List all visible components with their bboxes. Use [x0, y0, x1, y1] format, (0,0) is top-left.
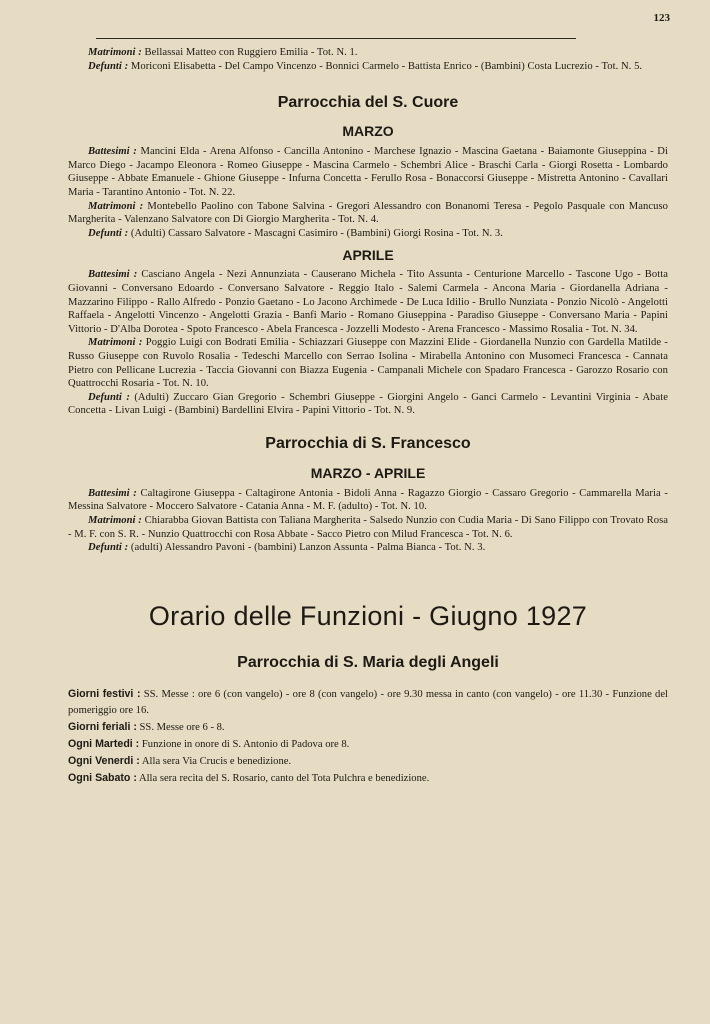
schedule-item	[68, 753, 668, 770]
schedule-text: Alla sera Via Crucis e benedizione.	[141, 755, 292, 767]
battesimi-text: Caltagirone Giuseppa - Caltagirone Antonia - Bidoli Anna - Ragazzo Giorgio - Cassaro Gregorio - Cammarella Maria - Messina Salvatore - Moccero Salvatore - Catania Anna - M. F. (adulto) - Tot. N. 10.	[68, 487, 668, 513]
intro-matrimoni	[68, 46, 668, 60]
defunti-text: (Adulti) Zuccaro Gian Gregorio - Schembri Giuseppe - Giorgini Angelo - Ganci Carmelo - Levantini Virginia - Abate Concetta - Livan Luigi - (Bambini) Bardellini Elvira - Papini Vittorio - Tot. N. 9.	[68, 391, 668, 417]
francesco-defunti	[68, 541, 668, 555]
matrimoni-text: Montebello Paolino con Tabone Salvina - Gregori Alessandro con Bonanomi Teresa - Pegolo Pasquale con Mancuso Margherita - Valenzano Salvatore con Di Giorgio Margherita - Tot. N. 4.	[68, 200, 668, 226]
intro-defunti	[68, 60, 668, 74]
schedule-text: Alla sera recita del S. Rosario, canto del Tota Pulchra e benedizione.	[138, 772, 430, 784]
matrimoni-label: Matrimoni :	[88, 47, 142, 58]
schedule-label: Ogni Sabato :	[68, 771, 137, 784]
matrimoni-label: Matrimoni :	[88, 337, 143, 349]
cuore-aprile-defunti	[68, 391, 668, 418]
schedule-item	[68, 770, 668, 787]
section-title-cuore: Parrocchia del S. Cuore	[277, 94, 459, 112]
matrimoni-text: Poggio Luigi con Bodrati Emilia - Schiazzari Giuseppe con Mazzini Elide - Giordanella Nunzio con Gardella Matilde - Russo Giuseppe con Ruvolo Rosalia - Tedeschi Marcello con Serrao Isolina - Mirabella Antonino con Musomeci Francesca - Cannata Pietro con Pellicane Lucrezia - Taccia Giovanni con Biazza Eugenia - Campanali Michele con Spadaro Francesca - Garozzo Rosario con Quattrocchi Rosaria - Tot. N. 10.	[68, 337, 669, 390]
header-rule	[96, 38, 576, 39]
matrimoni-text: Bellassai Matteo con Ruggiero Emilia - Tot. N. 1.	[144, 47, 358, 58]
matrimoni-label: Matrimoni :	[88, 200, 144, 212]
battesimi-label: Battesimi :	[88, 146, 137, 158]
schedule-label: Ogni Venerdi :	[68, 754, 140, 767]
page-content	[68, 46, 668, 787]
orario-schedule	[68, 686, 668, 787]
battesimi-text: Casciano Angela - Nezi Annunziata - Causerano Michela - Tito Assunta - Centurione Marcello - Tascone Ugo - Botta Giovanni - Conversano Edoardo - Conversano Salvatore - Reggio Italo - Salemi Carmela - Ancona Maria - Giordanella Adriana - Mazzarino Filippo - Rallo Alfredo - Ponzio Gaetano - Lo Jacono Archimede - De Luca Idilio - Brullo Nunziata - Ponzio Nicolò - Angelotti Raffaela - Angelotti Vincenzo - Angelotti Grazia - Banfi Mario - Romano Giuseppina - Paradiso Giuseppe - Conversano Maria - Papini Vittorio - D'Alba Dorotea - Spoto Francesco - Abela Francesca - Jozzelli Modesto - Arena Francesco - Massimo Rosalia - Tot. N. 34.	[68, 269, 668, 335]
schedule-label: Ogni Martedi :	[68, 737, 140, 750]
cuore-marzo-battesimi	[68, 145, 668, 199]
schedule-item	[68, 736, 668, 753]
month-title-marzo: MARZO	[342, 123, 394, 140]
defunti-text: (Adulti) Cassaro Salvatore - Mascagni Casimiro - (Bambini) Giorgi Rosina - Tot. N. 3.	[130, 227, 503, 239]
matrimoni-label: Matrimoni :	[88, 515, 142, 527]
defunti-label: Defunti :	[88, 60, 129, 72]
schedule-item	[68, 686, 668, 719]
schedule-text: Funzione in onore di S. Antonio di Padova ore 8.	[141, 738, 350, 750]
cuore-aprile-battesimi	[68, 268, 668, 336]
defunti-label: Defunti :	[88, 391, 130, 403]
cuore-marzo-defunti	[68, 227, 668, 241]
section-title-francesco: Parrocchia di S. Francesco	[265, 434, 471, 452]
cuore-marzo-matrimoni	[68, 200, 668, 227]
schedule-item	[68, 719, 668, 736]
schedule-label: Giorni feriali :	[68, 720, 137, 733]
schedule-text: SS. Messe ore 6 - 8.	[139, 721, 225, 733]
page-number: 123	[653, 12, 670, 24]
matrimoni-text: Chiarabba Giovan Battista con Taliana Margherita - Salsedo Nunzio con Cudia Maria - Di Sano Filippo con Trovato Rosa - M. F. con S. R. - Nunzio Quattrocchi con Rosa Abbate - Sacco Pietro con Milud Francesca - Tot. N. 6.	[68, 515, 668, 540]
francesco-matrimoni	[68, 514, 668, 541]
defunti-text: Moriconi Elisabetta - Del Campo Vincenzo - Bonnici Carmelo - Battista Enrico - (Bambini) Costa Lucrezio - Tot. N. 5.	[130, 60, 643, 72]
schedule-label: Giorni festivi :	[68, 687, 141, 700]
battesimi-text: Mancini Elda - Arena Alfonso - Cancilla Antonino - Marchese Ignazio - Mascina Gaetana - Baiamonte Giuseppina - Di Marco Diego - Jacampo Eleonora - Romeo Giuseppe - Mascina Carmelo - Schembri Alice - Braschi Carla - Giorgi Rosetta - Lombardo Giuseppe - Abbate Emanuele - Ghione Giuseppe - Infurna Concetta - Ferullo Rosa - Bonaccorsi Giuseppe - Mistretta Antonino - Cavallari Maria - Tarantino Antonio - Tot. N. 22.	[68, 146, 668, 198]
cuore-aprile-matrimoni	[68, 336, 668, 390]
defunti-text: (adulti) Alessandro Pavoni - (bambini) Lanzon Assunta - Palma Bianca - Tot. N. 3.	[130, 542, 486, 554]
battesimi-label: Battesimi :	[88, 269, 138, 281]
battesimi-label: Battesimi :	[88, 487, 137, 499]
defunti-label: Defunti :	[88, 227, 129, 239]
orario-parish-title: Parrocchia di S. Maria degli Angeli	[237, 653, 499, 671]
defunti-label: Defunti :	[88, 542, 129, 554]
francesco-battesimi	[68, 487, 668, 514]
orario-title: Orario delle Funzioni - Giugno 1927	[148, 600, 588, 631]
month-title-marzo-aprile: MARZO - APRILE	[310, 464, 426, 481]
schedule-text: SS. Messe : ore 6 (con vangelo) - ore 8 (con vangelo) - ore 9.30 messa in canto (con vangelo) - ore 11.30 - Funzione del pomeriggio ore 16.	[68, 688, 668, 716]
month-title-aprile: APRILE	[342, 247, 394, 264]
